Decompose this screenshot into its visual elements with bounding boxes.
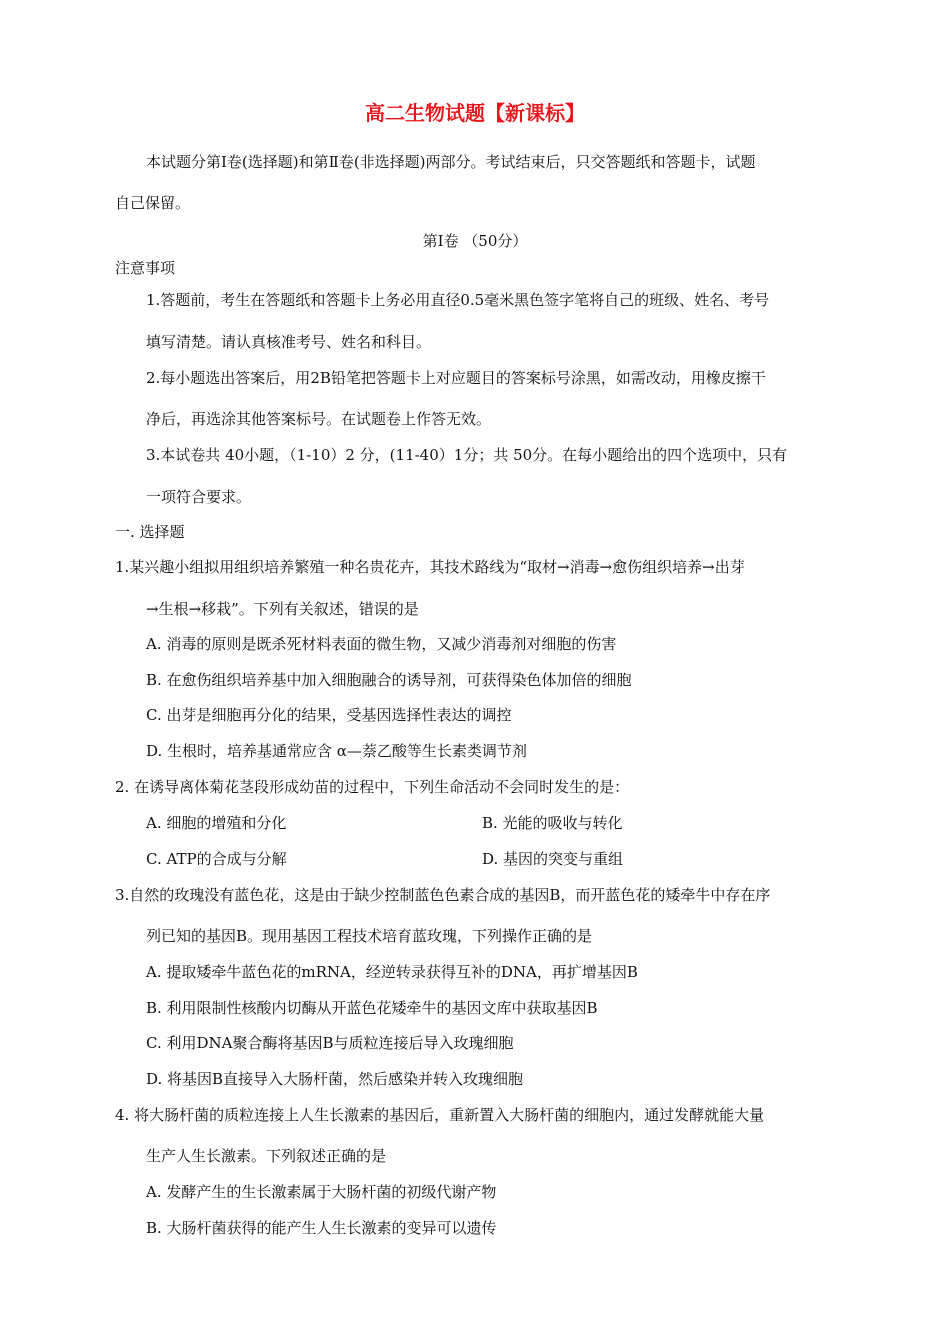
page-title: 高二生物试题【新课标】 <box>365 101 585 125</box>
note-3-line-1: 3.本试卷共 40小题，（1-10）2 分，(11-40）1分；共 50分。在每小题给出的四个选项中，只有 <box>146 446 788 464</box>
note-2-line-2: 净后，再选涂其他答案标号。在试题卷上作答无效。 <box>146 410 492 428</box>
question-4-stem-line-2: 生产人生长激素。下列叙述正确的是 <box>146 1147 387 1165</box>
note-1-line-2: 填写清楚。请认真核准考号、姓名和科目。 <box>146 333 432 351</box>
question-1-stem-line-1: 1.某兴趣小组拟用组织培养繁殖一种名贵花卉，其技术路线为“取材→消毒→愈伤组织培养→出芽 <box>115 558 745 576</box>
question-2-stem: 2. 在诱导离体菊花茎段形成幼苗的过程中，下列生命活动不会同时发生的是： <box>115 778 630 796</box>
question-1-option-a: A. 消毒的原则是既杀死材料表面的微生物，又减少消毒剂对细胞的伤害 <box>146 635 617 653</box>
section-heading: 第Ⅰ卷 （50分） <box>422 232 528 250</box>
question-1-option-c: C. 出芽是细胞再分化的结果，受基因选择性表达的调控 <box>146 706 512 724</box>
note-2-line-1: 2.每小题选出答案后，用2B铅笔把答题卡上对应题目的答案标号涂黑，如需改动，用橡皮擦干 <box>146 369 766 387</box>
question-1-stem-line-2: →生根→移栽”。下列有关叙述，错误的是 <box>146 600 419 618</box>
question-4-option-a: A. 发酵产生的生长激素属于大肠杆菌的初级代谢产物 <box>146 1183 497 1201</box>
intro-line-2: 自己保留。 <box>115 194 191 212</box>
part-heading: 一. 选择题 <box>115 523 185 541</box>
question-4-stem-line-1: 4. 将大肠杆菌的质粒连接上人生长激素的基因后，重新置入大肠杆菌的细胞内，通过发酵就能大量 <box>115 1106 765 1124</box>
question-3-stem-line-1: 3.自然的玫瑰没有蓝色花，这是由于缺少控制蓝色色素合成的基因B，而开蓝色花的矮牵牛中存在序 <box>115 886 771 904</box>
note-1-line-1: 1.答题前，考生在答题纸和答题卡上务必用直径0.5毫米黑色签字笔将自己的班级、姓名、考号 <box>146 291 770 309</box>
question-3-option-b: B. 利用限制性核酸内切酶从开蓝色花矮牵牛的基因文库中获取基因B <box>146 999 598 1017</box>
question-2-option-d: D. 基因的突变与重组 <box>482 850 624 868</box>
question-1-option-b: B. 在愈伤组织培养基中加入细胞融合的诱导剂，可获得染色体加倍的细胞 <box>146 671 632 689</box>
intro-line-1: 本试题分第Ⅰ卷(选择题)和第Ⅱ卷(非选择题)两部分。考试结束后，只交答题纸和答题卡，试题 <box>146 153 756 171</box>
question-2-option-a: A. 细胞的增殖和分化 <box>146 814 287 832</box>
question-3-option-a: A. 提取矮牵牛蓝色花的mRNA，经逆转录获得互补的DNA，再扩增基因B <box>146 963 638 981</box>
question-2-option-b: B. 光能的吸收与转化 <box>482 814 623 832</box>
question-2-option-c: C. ATP的合成与分解 <box>146 850 287 868</box>
note-3-line-2: 一项符合要求。 <box>146 488 252 506</box>
question-3-stem-line-2: 列已知的基因B。现用基因工程技术培育蓝玫瑰，下列操作正确的是 <box>146 927 593 945</box>
notes-heading: 注意事项 <box>115 259 176 277</box>
question-1-option-d: D. 生根时，培养基通常应含 α—萘乙酸等生长素类调节剂 <box>146 742 527 760</box>
question-3-option-c: C. 利用DNA聚合酶将基因B与质粒连接后导入玫瑰细胞 <box>146 1034 514 1052</box>
question-4-option-b: B. 大肠杆菌获得的能产生人生长激素的变异可以遗传 <box>146 1219 497 1237</box>
question-3-option-d: D. 将基因B直接导入大肠杆菌，然后感染并转入玫瑰细胞 <box>146 1070 524 1088</box>
